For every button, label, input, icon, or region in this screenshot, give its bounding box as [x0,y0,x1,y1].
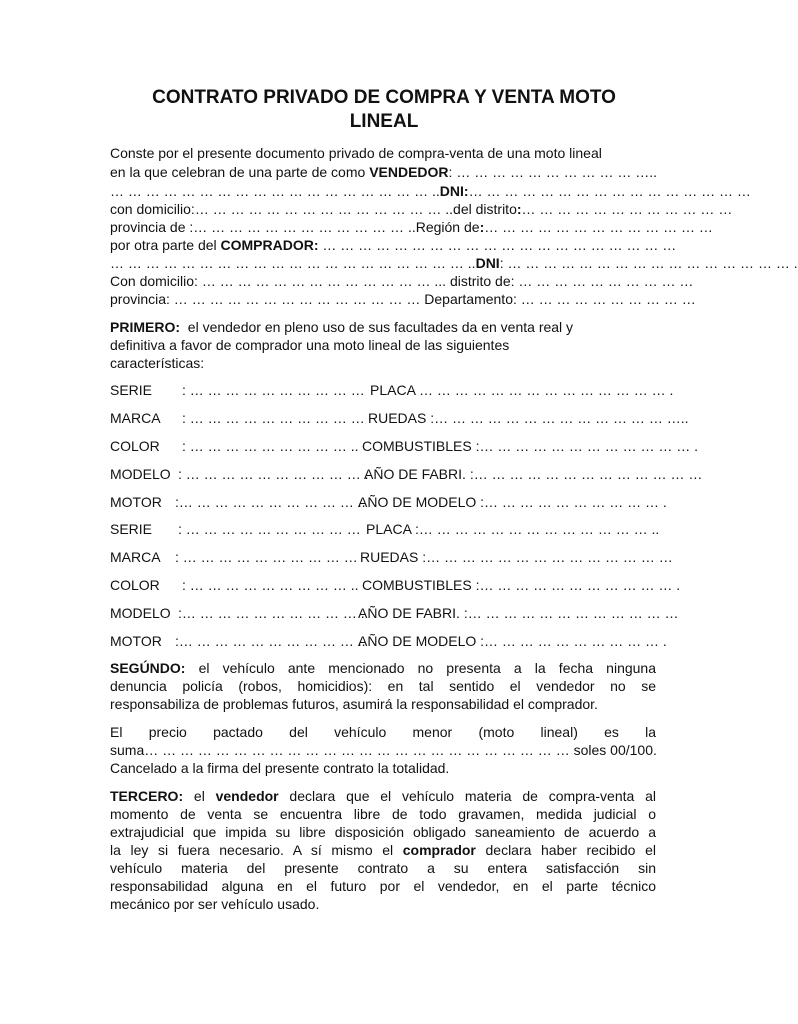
comprador-label: COMPRADOR: [220,237,319,253]
intro-line-8: Con domicilio: … … … … … … … … … … … … … ... distrito de: … … … … … … … … … … [110,273,694,289]
tercero-label: TERCERO: [110,788,184,804]
field-value: : … … … … … … … … … … . [178,466,369,482]
field-label-right: COMBUSTIBLES [362,577,472,593]
field-value: :… … … … … … … … … … .. [175,633,366,649]
dni-label-2: DNI [475,255,500,271]
field-value: : … … … … … … … … … … [182,382,365,398]
intro-line-4: con domicilio:… … … … … … … … … … … … … … ..del distrito:… … … … … … … … … … … … [110,201,733,217]
field-value-right: :… … … … … … … … … … … … … ….. [430,410,689,426]
field-label-right: AÑO DE FABRI. [358,605,460,621]
field-label: MOTOR [110,494,162,510]
field-right-group [358,604,679,622]
field-label-right: AÑO DE MODELO [358,633,477,649]
field-label-right: AÑO DE MODELO [358,494,477,510]
field-value-right: :… … … … … … … … … … … … … .. [415,521,660,537]
intro-line-6: por otra parte del COMPRADOR: … … … … … … … … … … … … … … … … … … … … [110,237,677,253]
field-label: MOTOR [110,633,162,649]
field-right-group [362,437,698,455]
field-right-group [364,465,702,483]
contract-title [110,86,658,134]
field-right-group [366,520,659,538]
field-label-right: AÑO DE FABRI. [364,466,466,482]
title-line-1: CONTRATO PRIVADO DE COMPRA Y VENTA MOTO [152,87,616,108]
field-value-right: :… … … … … … … … … … … … [463,605,679,621]
field-label: COLOR [110,577,160,593]
tercero-line-7: mecánico por ser vehículo usado. [110,896,320,912]
precio-line-3: Cancelado a la firma del presente contrato la totalidad. [110,760,450,776]
primero-line-1: PRIMERO: el vendedor en pleno uso de sus facultades da en venta real y [110,319,574,335]
field-label: SERIE [110,521,153,537]
intro-line-7: … … … … … … … … … … … … … … … … … … … … ..DNI: … … … … … … … … … … … … … … … … . [110,255,798,271]
primero-line-2: definitiva a favor de comprador una moto lineal de las siguientes [110,337,510,353]
field-label: MODELO [110,605,171,621]
field-value: : … … … … … … … … … .. [182,577,359,593]
field-right-group [358,493,667,511]
field-label-right: RUEDAS [368,410,427,426]
field-value-right: :… … … … … … … … … … . [480,494,667,510]
field-right-group [368,409,688,427]
field-label: MARCA [110,410,161,426]
field-label-right: PLACA [370,382,416,398]
field-value-right: :… … … … … … … … … … … … … [469,466,703,482]
field-label-right: PLACA [366,521,412,537]
vendedor-bold: vendedor [215,788,279,804]
tercero-line-3: extrajudicial que impida su libre disposición obligado saneamiento de acuerdo a [110,824,656,840]
comprador-bold: comprador [402,842,476,858]
field-label: MODELO [110,466,171,482]
field-value: : … … … … … … … … … … [182,410,365,426]
field-right-group [362,576,680,594]
field-right-group [358,632,667,650]
field-label: MARCA [110,549,161,565]
tercero-line-4: la ley si fuera necesario. A sí mismo el comprador declara haber recibido el [110,842,656,858]
segundo-line-3: responsabiliza de problemas futuros, asumirá la responsabilidad el comprador. [110,696,598,712]
tercero-line-2: momento de venta se encuentra libre de todo gravamen, medida judicial o [110,806,656,822]
field-label-right: RUEDAS [360,549,419,565]
intro-line-2: en la que celebran de una parte de como VENDEDOR: … … … … … … … … … … ….. [110,164,658,180]
field-label-right: COMBUSTIBLES [362,438,472,454]
intro-line-1: Conste por el presente documento privado de compra-venta de una moto lineal [110,145,602,161]
intro-line-9: provincia: … … … … … … … … … … … … … … Departamento: … … … … … … … … … … [110,291,696,307]
field-label: SERIE [110,382,153,398]
title-line-2: LINEAL [349,111,419,132]
precio-line-1: El precio pactado del vehículo menor (moto lineal) es la [110,724,657,740]
field-value-right: :… … … … … … … … … … … . [475,577,681,593]
field-value: : … … … … … … … … … .. [182,438,359,454]
vendedor-label: VENDEDOR [369,164,449,180]
intro-line-3: … … … … … … … … … … … … … … … … … … ..DNI:… … … … … … … … … … … … … … … … [110,183,751,199]
field-value: : … … … … … … … … … … [178,521,361,537]
field-value: : … … … … … … … … … … [175,549,358,565]
field-value: :… … … … … … … … … … . [178,605,365,621]
intro-line-5: provincia de :… … … … … … … … … … … … ..Región de:… … … … … … … … … … … … … [110,219,713,235]
precio-line-2: suma… … … … … … … … … … … … … … … … … … … … … … … … soles 00/100. [110,742,657,758]
field-value-right: … … … … … … … … … … … … … … . [419,382,674,398]
field-value-right: :… … … … … … … … … … … … . [475,438,699,454]
field-right-group [360,548,673,566]
dni-label: DNI: [439,183,469,199]
field-value-right: :… … … … … … … … … … … … … … [422,549,673,565]
field-right-group [370,381,673,399]
field-value-right: :… … … … … … … … … … . [480,633,667,649]
field-label: COLOR [110,438,160,454]
primero-label: PRIMERO: [110,319,180,335]
segundo-line-2: denuncia policía (robos, homicidios): en tal sentido el vendedor no se [110,678,656,694]
segundo-label: SEGÚNDO: [110,660,186,676]
segundo-line-1: SEGÚNDO: el vehículo ante mencionado no presenta a la fecha ninguna [110,660,657,676]
tercero-line-6: responsabilidad alguna en el futuro por el vendedor, en el parte técnico [110,878,656,894]
tercero-line-5: vehículo materia del presente contrato a su entera satisfacción sin [110,860,656,876]
primero-line-3: características: [110,355,205,371]
tercero-line-1: TERCERO: el vendedor declara que el vehículo materia de compra-venta al [110,788,656,804]
field-value: :… … … … … … … … … … .. [175,494,366,510]
